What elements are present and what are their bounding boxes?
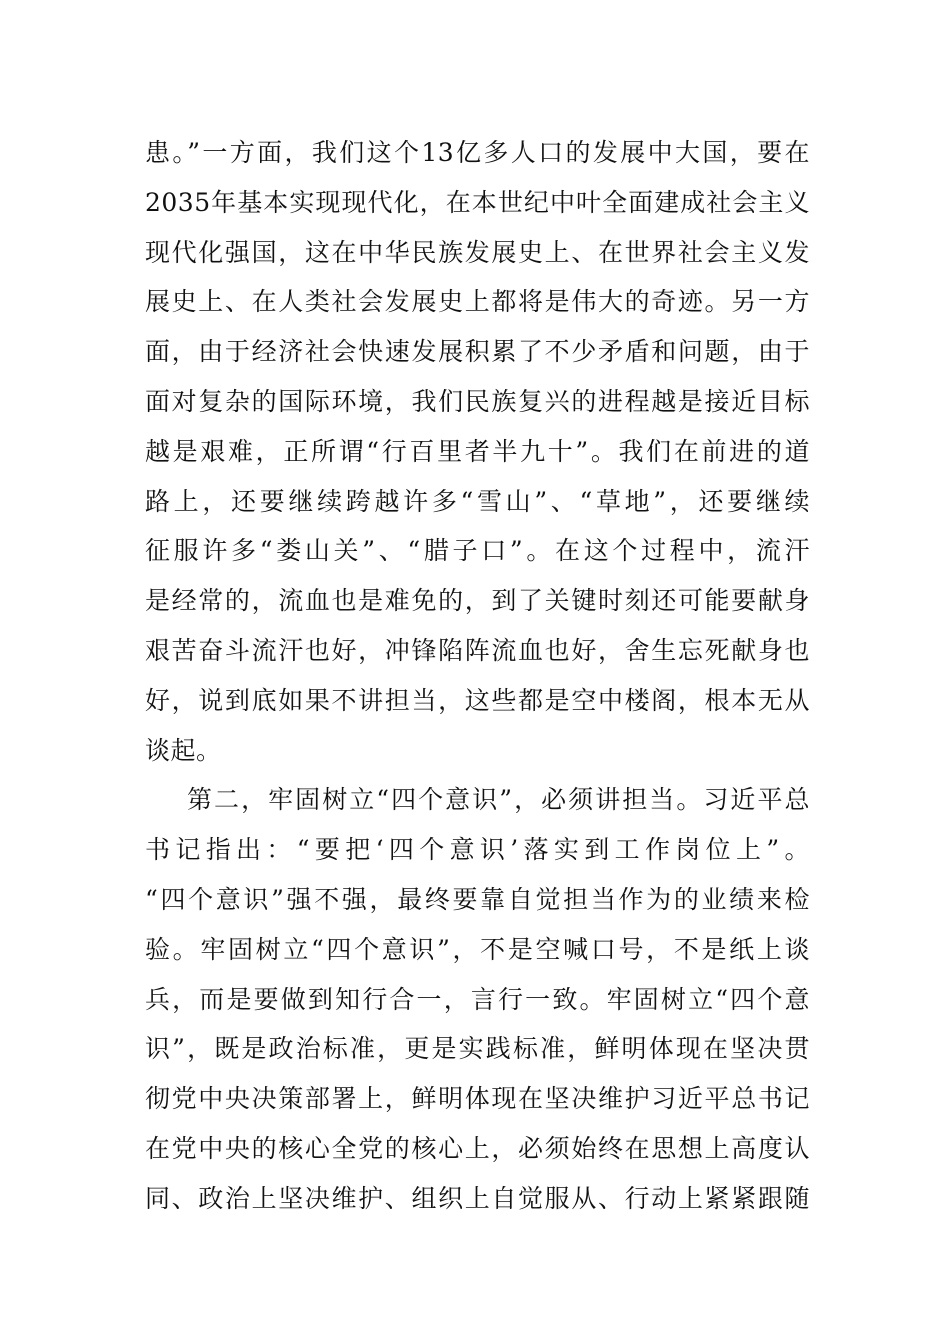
text-line: 兵，而是要做到知行合一，言行一致。牢固树立“四个意 — [145, 984, 810, 1014]
paragraph-continuation — [145, 128, 810, 775]
text-line: 越是艰难，正所谓“行百里者半九十”。我们在前进的道 — [145, 436, 810, 466]
text-line: 2035年基本实现现代化，在本世纪中叶全面建成社会主义 — [145, 187, 810, 217]
text-line: 验。牢固树立“四个意识”，不是空喊口号，不是纸上谈 — [145, 934, 810, 964]
text-line: 好，说到底如果不讲担当，这些都是空中楼阁，根本无从 — [145, 685, 810, 715]
text-line: 是经常的，流血也是难免的，到了关键时刻还可能要献身 — [145, 586, 810, 616]
text-line: 艰苦奋斗流汗也好，冲锋陷阵流血也好，舍生忘死献身也 — [145, 635, 810, 665]
text-line: “四个意识”强不强，最终要靠自觉担当作为的业绩来检 — [145, 884, 810, 914]
text-line: 面对复杂的国际环境，我们民族复兴的进程越是接近目标 — [145, 386, 810, 416]
text-line: 彻党中央决策部署上，鲜明体现在坚决维护习近平总书记 — [145, 1084, 810, 1114]
text-line: 征服许多“娄山关”、“腊子口”。在这个过程中，流汗 — [145, 536, 810, 566]
text-line: 在党中央的核心全党的核心上，必须始终在思想上高度认 — [145, 1133, 810, 1163]
text-line: 现代化强国，这在中华民族发展史上、在世界社会主义发 — [145, 237, 810, 267]
text-line: 路上，还要继续跨越许多“雪山”、“草地”，还要继续 — [145, 486, 810, 516]
text-line: 识”，既是政治标准，更是实践标准，鲜明体现在坚决贯 — [145, 1034, 810, 1064]
text-line: 同、政治上坚决维护、组织上自觉服从、行动上紧紧跟随 — [145, 1183, 810, 1213]
text-line: 患。”一方面，我们这个13亿多人口的发展中大国，要在 — [145, 138, 810, 167]
body-text — [145, 128, 810, 1224]
text-line: 面，由于经济社会快速发展积累了不少矛盾和问题，由于 — [145, 337, 810, 367]
text-line: 书记指出：“要把‘四个意识’落实到工作岗位上”。 — [145, 835, 810, 865]
paragraph-second-point — [145, 775, 810, 1223]
text-line: 第二，牢固树立“四个意识”，必须讲担当。习近平总 — [187, 785, 810, 815]
text-line: 谈起。 — [145, 735, 222, 765]
text-line: 展史上、在人类社会发展史上都将是伟大的奇迹。另一方 — [145, 287, 810, 317]
